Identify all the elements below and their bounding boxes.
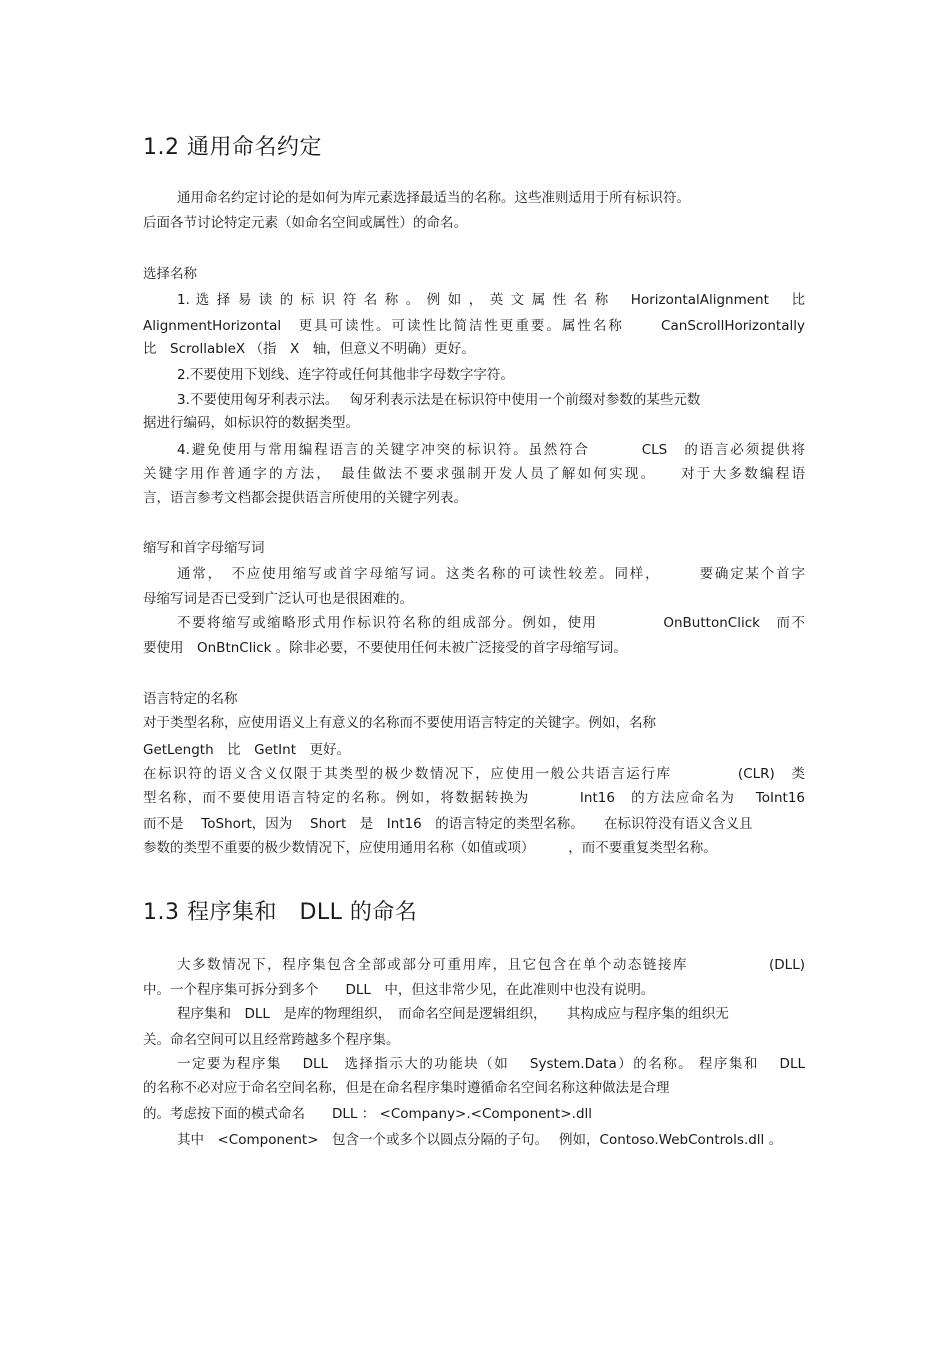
paragraph-line: 型名称，而不要使用语言特定的名称。例如，将数据转换为 Int16 的方法应命名为 ToInt16 bbox=[143, 790, 805, 806]
paragraph-line: 的名称不必对应于命名空间名称，但是在命名程序集时遵循命名空间名称这种做法是合理 bbox=[143, 1080, 670, 1096]
subheading-abbreviations: 缩写和首字母缩写词 bbox=[143, 540, 265, 556]
paragraph-line: 关键字用作普通字的方法， 最佳做法不要求强制开发人员了解如何实现。 对于大多数编程语 bbox=[143, 466, 805, 482]
paragraph-line: 关。命名空间可以且经常跨越多个程序集。 bbox=[143, 1032, 400, 1048]
paragraph-line: 4.避免使用与常用编程语言的关键字冲突的标识符。虽然符合 CLS 的语言必须提供将 bbox=[177, 442, 805, 458]
section-heading-1-3: 1.3 程序集和 DLL 的命名 bbox=[143, 900, 418, 925]
paragraph-line: 大多数情况下，程序集包含全部或部分可重用库，且它包含在单个动态链接库 (DLL) bbox=[177, 957, 805, 973]
paragraph-line: 对于类型名称，应使用语义上有意义的名称而不要使用语言特定的关键字。例如，名称 bbox=[143, 715, 656, 731]
paragraph-line: 而不是 ToShort，因为 Short 是 Int16 的语言特定的类型名称。 在标识符没有语义含义且 bbox=[143, 816, 753, 832]
paragraph-line: 1. 选 择 易 读 的 标 识 符 名 称 。 例 如 ， 英 文 属 性 名 称 HorizontalAlignment 比 bbox=[177, 292, 805, 308]
paragraph-line: 程序集和 DLL 是库的物理组织， 而命名空间是逻辑组织， 其构成应与程序集的组织无 bbox=[177, 1006, 729, 1022]
paragraph-line: 比 ScrollableX （指 X 轴，但意义不明确）更好。 bbox=[143, 341, 475, 357]
paragraph-line: 母缩写词是否已受到广泛认可也是很困难的。 bbox=[143, 591, 413, 607]
paragraph-line: 的。考虑按下面的模式命名 DLL ： <Company>.<Component>.dll bbox=[143, 1106, 593, 1122]
paragraph-line: 一定要为程序集 DLL 选择指示大的功能块（如 System.Data）的名称。 程序集和 DLL bbox=[177, 1056, 805, 1072]
section-heading-1-2: 1.2 通用命名约定 bbox=[143, 135, 322, 160]
paragraph-line: 其中 <Component> 包含一个或多个以圆点分隔的子句。 例如，Contoso.WebControls.dll 。 bbox=[177, 1132, 783, 1148]
paragraph-line: 3.不要使用匈牙利表示法。 匈牙利表示法是在标识符中使用一个前缀对参数的某些元数 bbox=[177, 392, 701, 408]
paragraph-line: 通用命名约定讨论的是如何为库元素选择最适当的名称。这些准则适用于所有标识符。 bbox=[177, 190, 690, 206]
paragraph-line: 不要将缩写或缩略形式用作标识符名称的组成部分。例如，使用 OnButtonClick 而不 bbox=[177, 615, 805, 631]
paragraph-line: 据进行编码，如标识符的数据类型。 bbox=[143, 415, 359, 431]
subheading-language-specific: 语言特定的名称 bbox=[143, 691, 238, 707]
paragraph-line: AlignmentHorizontal 更具可读性。可读性比简洁性更重要。属性名称 CanScrollHorizontally bbox=[143, 318, 805, 334]
paragraph-line: GetLength 比 GetInt 更好。 bbox=[143, 742, 351, 758]
paragraph-line: 在标识符的语义含义仅限于其类型的极少数情况下，应使用一般公共语言运行库 (CLR) 类 bbox=[143, 766, 805, 782]
paragraph-line: 言，语言参考文档都会提供语言所使用的关键字列表。 bbox=[143, 490, 467, 506]
paragraph-line: 通常， 不应使用缩写或首字母缩写词。这类名称的可读性较差。同样， 要确定某个首字 bbox=[177, 566, 805, 582]
paragraph-line: 要使用 OnBtnClick 。除非必要，不要使用任何未被广泛接受的首字母缩写词。 bbox=[143, 640, 627, 656]
paragraph-line: 2.不要使用下划线、连字符或任何其他非字母数字字符。 bbox=[177, 367, 514, 383]
paragraph-line: 后面各节讨论特定元素（如命名空间或属性）的命名。 bbox=[143, 215, 467, 231]
paragraph-line: 参数的类型不重要的极少数情况下，应使用通用名称（如值或项） ，而不要重复类型名称。 bbox=[143, 840, 717, 856]
paragraph-line: 中。一个程序集可拆分到多个 DLL 中，但这非常少见，在此准则中也没有说明。 bbox=[143, 982, 655, 998]
subheading-choose-names: 选择名称 bbox=[143, 266, 197, 282]
